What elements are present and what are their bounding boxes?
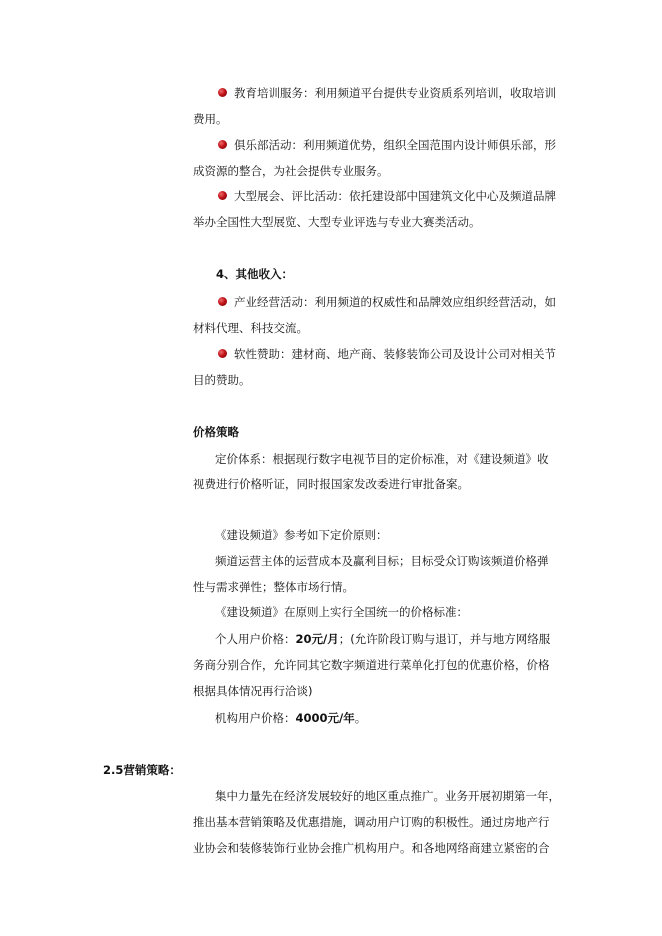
marketing-line1: 集中力量先在经济发展较好的地区重点推广。业务开展初期第一年，: [215, 789, 560, 803]
personal-price-note-line2: 务商分别合作，允许同其它数字频道进行菜单化打包的优惠价格，价格: [193, 658, 550, 672]
bullet-item-sponsorship-line1: 软性赞助：建材商、地产商、装修装饰公司及设计公司对相关节: [234, 347, 556, 361]
pricing-system-line2: 视费进行价格听证，同时报国家发改委进行审批备案。: [193, 477, 469, 491]
bullet-item-club-line2: 成资源的整合，为社会提供专业服务。: [193, 164, 389, 178]
bullet-item-training-line2: 费用。: [193, 112, 228, 126]
personal-price-line: [215, 631, 550, 647]
institution-price-line: [215, 710, 366, 726]
bullet-item-exhibition-line2: 举办全国性大型展览、大型专业评选与专业大赛类活动。: [193, 215, 481, 229]
pricing-heading: 价格策略: [193, 425, 239, 439]
marketing-line2: 推出基本营销策略及优惠措施，调动用户订购的积极性。通过房地产行: [193, 815, 550, 829]
bullet-item-training-line1: 教育培训服务：利用频道平台提供专业资质系列培训，收取培训: [234, 86, 556, 100]
bullet-icon: [218, 88, 227, 97]
bullet-icon: [218, 297, 227, 306]
institution-price-value: 4000元/年: [295, 711, 355, 725]
bullet-item-industry-line2: 材料代理、科技交流。: [193, 321, 308, 335]
pricing-principles-title: 《建设频道》参考如下定价原则：: [215, 528, 388, 542]
bullet-item-sponsorship-line2: 目的赞助。: [193, 373, 251, 387]
bullet-item-club-line1: 俱乐部活动：利用频道优势，组织全国范围内设计师俱乐部，形: [234, 138, 556, 152]
bullet-item-exhibition-line1: 大型展会、评比活动：依托建设部中国建筑文化中心及频道品牌: [234, 189, 556, 203]
bullet-icon: [218, 191, 227, 200]
bullet-icon: [218, 349, 227, 358]
institution-price-label: 机构用户价格：: [215, 711, 296, 725]
pricing-system-line1: 定价体系：根据现行数字电视节目的定价标准，对《建设频道》收: [215, 452, 549, 466]
pricing-principles-line2: 性与需求弹性；整体市场行情。: [193, 580, 354, 594]
bullet-icon: [218, 140, 227, 149]
institution-price-end: 。: [354, 711, 367, 725]
marketing-heading: 2.5营销策略：: [103, 763, 181, 777]
personal-price-label: 个人用户价格：: [215, 632, 296, 646]
marketing-line3: 业协会和装修装饰行业协会推广机构用户。和各地网络商建立紧密的合: [193, 841, 550, 855]
bullet-item-industry-line1: 产业经营活动：利用频道的权威性和品牌效应组织经营活动，如: [234, 295, 556, 309]
pricing-principles-line1: 频道运营主体的运营成本及赢利目标；目标受众订购该频道价格弹: [215, 554, 549, 568]
personal-price-note-line3: 根据具体情况再行洽谈): [193, 684, 313, 698]
personal-price-value: 20元/月: [295, 632, 339, 646]
pricing-standard-title: 《建设频道》在原则上实行全国统一的价格标准：: [215, 605, 468, 619]
other-income-heading: 4、其他收入：: [216, 267, 294, 281]
personal-price-note: ；(允许阶段订购与退订，并与地方网络服: [338, 632, 551, 646]
